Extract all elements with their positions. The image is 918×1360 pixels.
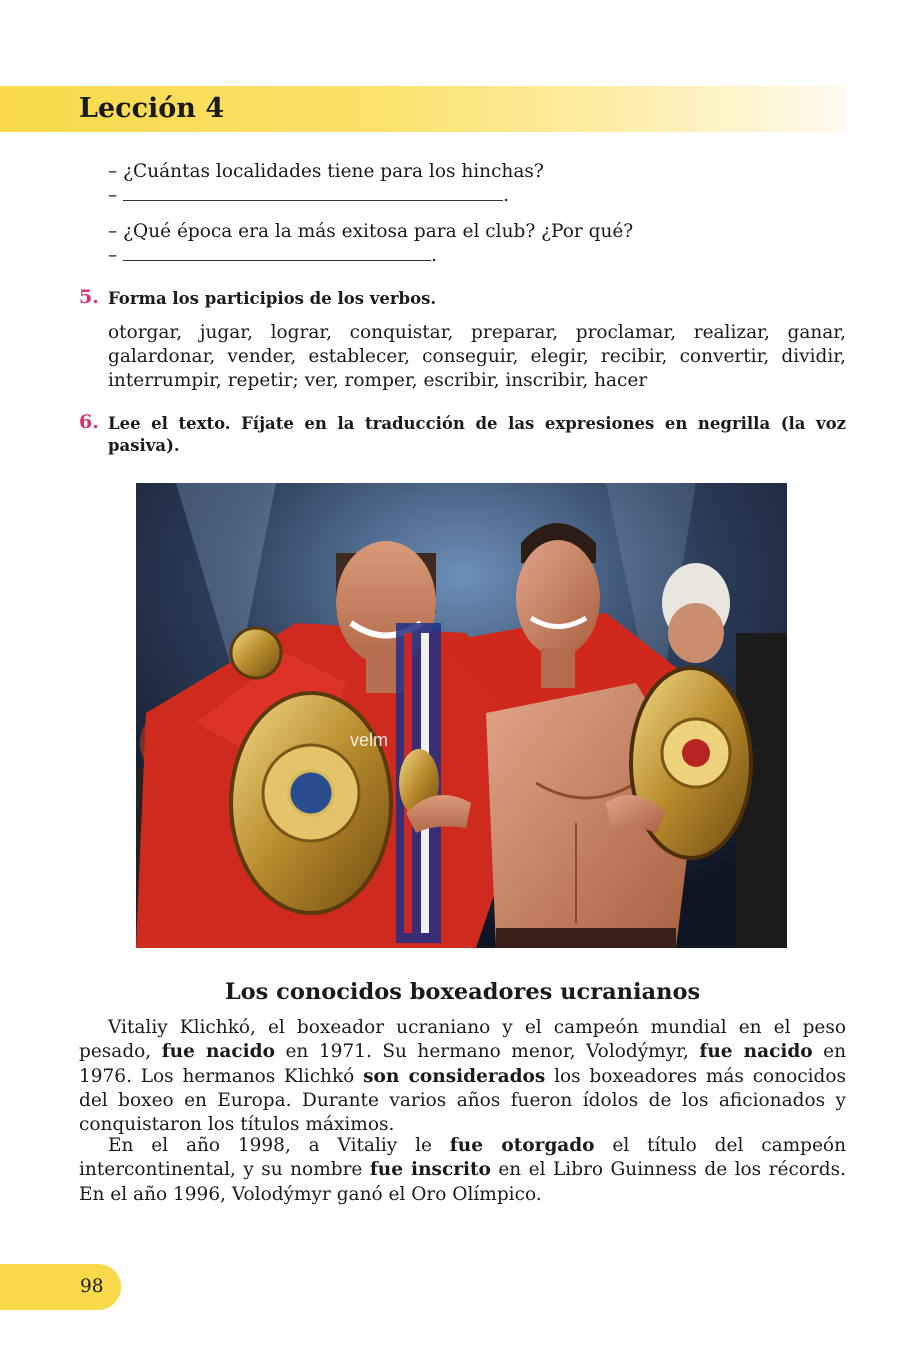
page-number: 98 <box>80 1276 104 1297</box>
reading-paragraph-2 <box>79 1134 846 1207</box>
answer-period: . <box>503 185 510 206</box>
exercise-6-number: 6. <box>79 411 99 433</box>
text-segment: los boxeadores más conocidos del boxeo en Europa. Durante varios años fueron ídolos de los aficionados y conquistaron los títulos máximos. <box>79 1065 846 1136</box>
answer-blank-line <box>123 186 503 201</box>
exercise-6-instruction: Lee el texto. Fíjate en la traducción de las expresiones en negrilla (la voz pasiva). <box>108 414 846 455</box>
dialog-answer-1 <box>108 184 509 208</box>
boxers-photo <box>136 483 787 948</box>
text-segment: en 1976. Los hermanos Klichkó <box>79 1041 847 1087</box>
reading-title: Los conocidos boxeadores ucranianos <box>224 979 701 1005</box>
dialog-answer-2 <box>108 244 437 268</box>
dialog-question-2 <box>108 220 633 244</box>
dialog-dash: – <box>108 161 118 182</box>
answer-period: . <box>431 245 438 266</box>
passive-voice-phrase: son considerados <box>363 1065 546 1087</box>
text-segment: Vitaliy Klichkó, el boxeador ucraniano y el campeón mundial en el peso pesado, <box>79 1017 846 1063</box>
shirt-print-text: velm <box>350 730 389 750</box>
reading-paragraph-1 <box>79 1016 846 1137</box>
text-segment: en 1971. Su hermano menor, Volodýmyr, <box>274 1041 700 1063</box>
answer-blank-line <box>123 246 431 261</box>
dialog-question-text: ¿Qué época era la más exitosa para el club? ¿Por qué? <box>123 221 634 242</box>
lesson-title: Lección 4 <box>79 93 225 124</box>
text-segment: En el año 1998, a Vitaliy le <box>108 1135 450 1156</box>
passive-voice-phrase: fue nacido <box>699 1041 813 1063</box>
passive-voice-phrase: fue inscrito <box>369 1159 491 1181</box>
text-segment: en el Libro Guinness de los récords. En el año 1996, Volodýmyr ganó el Oro Olímpico. <box>79 1159 846 1205</box>
exercise-5-verb-list: otorgar, jugar, lograr, conquistar, preparar, proclamar, realizar, ganar, galardonar, vender, establecer, conseguir, elegir, recibir, convertir, dividir, interrumpir, repetir; ver, romper, escribir, inscribir, hacer <box>108 322 846 391</box>
boxers-photo-illustration <box>136 483 787 948</box>
dialog-question-text: ¿Cuántas localidades tiene para los hinchas? <box>123 161 544 182</box>
dialog-dash: – <box>108 185 118 206</box>
passive-voice-phrase: fue otorgado <box>449 1135 595 1156</box>
exercise-5-instruction: Forma los participios de los verbos. <box>108 289 437 308</box>
dialog-question-1 <box>108 160 544 184</box>
passive-voice-phrase: fue nacido <box>161 1041 275 1063</box>
dialog-dash: – <box>108 245 118 266</box>
dialog-dash: – <box>108 221 118 242</box>
exercise-5-number: 5. <box>79 286 99 308</box>
text-segment: el título del campeón intercontinental, y su nombre <box>79 1135 846 1181</box>
